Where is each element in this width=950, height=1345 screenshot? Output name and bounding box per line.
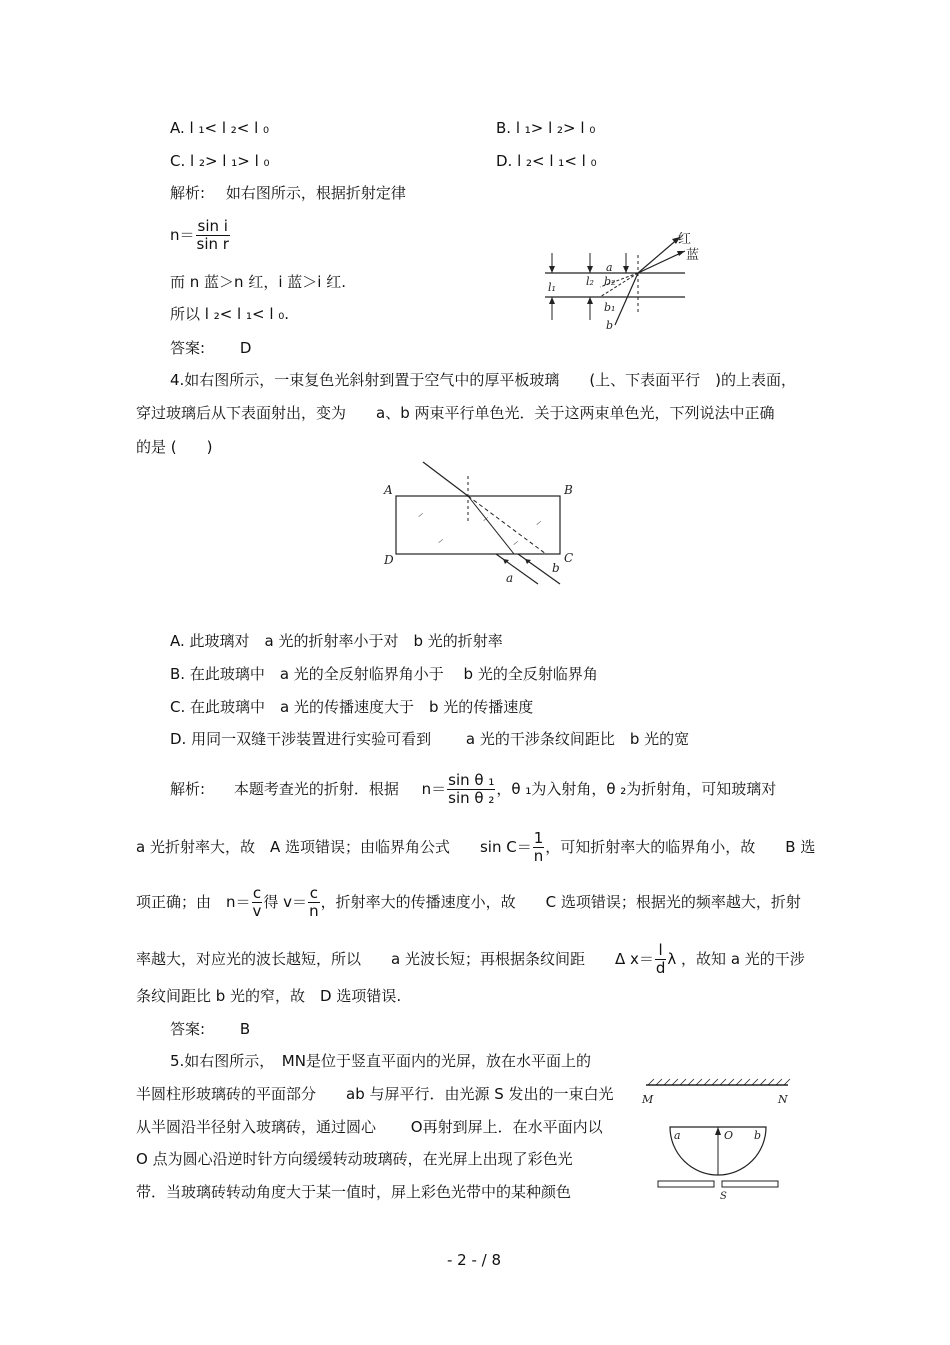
- q3-option-b: B. l ₁> l ₂> l ₀: [496, 119, 596, 137]
- q4-stem-line-1: 4.如右图所示，一束复色光斜射到置于空气中的厚平板玻璃 (上、下表面平行 )的上表面，: [170, 371, 797, 389]
- q3-label-a: a: [606, 261, 613, 274]
- q3-label-b1: b₁: [604, 301, 616, 314]
- q3-compare-line: 而 n 蓝＞n 红，i 蓝＞i 红.: [170, 273, 346, 291]
- q4-hatch-mark-icon: ⸝: [536, 516, 541, 527]
- q3-arrowhead-icon: [623, 266, 629, 273]
- q4-a2-den: n: [533, 847, 544, 865]
- q5-label-o: O: [724, 1129, 734, 1142]
- page-number: - 2 - / 8: [447, 1251, 502, 1269]
- q4-hatch-mark-icon: ⸝: [483, 512, 488, 523]
- q5-label-a: a: [674, 1129, 681, 1142]
- q4-a2-fraction: [533, 830, 545, 865]
- q4-a1-text: 本题考查光的折射．根据: [233, 780, 399, 798]
- q3-answer-value: D: [239, 339, 252, 357]
- q5-line-4: O 点为圆心沿逆时针方向缓缓转动玻璃砖，在光屏上出现了彩色光: [136, 1150, 573, 1168]
- q4-hatch-mark-icon: ⸝: [438, 534, 443, 545]
- q4-answer: [170, 1019, 250, 1039]
- q3-analysis-label: 解析:: [170, 184, 206, 202]
- q4-stem-line-2: 穿过玻璃后从下表面射出，变为 a、b 两束平行单色光．关于这两束单色光，下列说法中正确: [136, 404, 775, 422]
- q3-label-b: b: [606, 319, 614, 332]
- q5-slit-left: [658, 1181, 714, 1187]
- q3-label-red: 红: [678, 232, 692, 247]
- q4-a1-num: sin θ ₁: [448, 771, 495, 789]
- q4-corner-c: C: [564, 551, 574, 565]
- q5-label-s: S: [720, 1191, 727, 1200]
- q4-a4-den: d: [655, 959, 666, 977]
- q3-analysis-text: 如右图所示，根据折射定律: [225, 184, 406, 202]
- q3-frac-num: sin i: [197, 217, 228, 235]
- q4-incident-ray: [423, 462, 468, 496]
- q4-ray-a-inside: [468, 496, 514, 554]
- q4-a1-den: sin θ ₂: [448, 789, 495, 807]
- q4-hatch-mark-icon: ⸝: [418, 508, 423, 519]
- q5-slit-right: [722, 1181, 778, 1187]
- q3-arrowhead-icon: [587, 297, 593, 304]
- q4-a3-fraction-1: [252, 885, 263, 920]
- q5-label-b: b: [754, 1129, 762, 1142]
- q5-label-n: N: [778, 1093, 788, 1106]
- q3-snell-formula: [170, 218, 231, 253]
- q4-answer-value: B: [239, 1020, 251, 1038]
- q4-analysis-label: 解析:: [170, 780, 206, 798]
- q4-answer-label: 答案:: [170, 1020, 206, 1038]
- q4-a3-den1: v: [252, 902, 262, 920]
- q5-label-m: M: [642, 1093, 654, 1106]
- q4-analysis-line-4: [136, 942, 805, 977]
- q3-ray-red: [638, 237, 680, 273]
- q4-option-b: B. 在此玻璃中 a 光的全反射临界角小于 b 光的全反射临界角: [170, 665, 598, 683]
- q4-ray-a-label: a: [506, 571, 514, 585]
- q3-arrowhead-icon: [677, 251, 685, 256]
- q4-hatch-mark-icon: ⸝: [513, 536, 518, 547]
- q3-answer: [170, 338, 251, 358]
- q4-a2-num: 1: [533, 829, 544, 847]
- q4-exit-ray-a: [496, 554, 538, 584]
- q4-a3-den2: n: [309, 902, 319, 920]
- q4-analysis-line-2: [136, 830, 815, 865]
- q3-analysis: [170, 183, 406, 203]
- q4-a3-text: 项正确；由 n＝: [136, 893, 251, 911]
- q5-line-1: 5.如右图所示， MN是位于竖直平面内的光屏，放在水平面上的: [170, 1052, 591, 1070]
- q4-a1-n: n＝: [421, 780, 447, 798]
- q4-a4-rest: λ ，故知 a 光的干涉: [667, 950, 805, 968]
- q4-option-c: C. 在此玻璃中 a 光的传播速度大于 b 光的传播速度: [170, 698, 534, 716]
- q4-analysis-line-3: [136, 885, 801, 920]
- q4-corner-a: A: [384, 483, 393, 497]
- q5-semicircle-figure: [640, 1075, 800, 1200]
- q4-a4-num: l: [655, 942, 667, 960]
- q3-option-a: A. l ₁< l ₂< l ₀: [170, 119, 270, 137]
- q5-arrowhead-icon: [715, 1127, 721, 1135]
- q4-stem-line-3: 的是 ( ): [136, 438, 213, 456]
- q5-line-2: 半圆柱形玻璃砖的平面部分 ab 与屏平行．由光源 S 发出的一束白光: [136, 1085, 614, 1103]
- q4-a2-text: a 光折射率大，故 A 选项错误；由临界角公式 sin C＝: [136, 838, 532, 856]
- q3-option-d: D. l ₂< l ₁< l ₀: [496, 152, 597, 170]
- q4-a2-rest: ，可知折射率大的临界角小，故 B 选: [545, 838, 816, 856]
- q3-ray-b: [615, 273, 638, 325]
- q3-n-prefix: n＝: [170, 226, 195, 244]
- q3-refraction-figure: [540, 225, 720, 335]
- q4-a3-rest: ，折射率大的传播速度小，故 C 选项错误；根据光的频率越大，折射: [320, 893, 801, 911]
- q3-so-line: 所以 l ₂< l ₁< l ₀.: [170, 305, 290, 323]
- q5-line-5: 带．当玻璃砖转动角度大于某一值时，屏上彩色光带中的某种颜色: [136, 1183, 572, 1201]
- q4-a4-text: 率越大，对应光的波长越短，所以 a 光波长短；再根据条纹间距 Δ x＝: [136, 950, 654, 968]
- q3-option-c: C. l ₂> l ₁> l ₀: [170, 152, 270, 170]
- q3-arrowhead-icon: [549, 266, 555, 273]
- q4-analysis-line-5: 条纹间距比 b 光的窄，故 D 选项错误.: [136, 987, 402, 1005]
- q4-a1-rest: ，θ ₁为入射角，θ ₂为折射角，可知玻璃对: [496, 780, 777, 798]
- q4-a3-num2: c: [309, 884, 318, 902]
- q4-a3-fraction-2: [308, 885, 320, 920]
- q4-ray-b-label: b: [552, 561, 560, 575]
- q4-option-d: D. 用同一双缝干涉装置进行实验可看到 a 光的干涉条纹间距比 b 光的宽: [170, 730, 690, 748]
- q3-label-b2: b₂: [604, 275, 616, 288]
- q3-arrowhead-icon: [549, 297, 555, 304]
- q4-corner-d: D: [384, 553, 394, 567]
- q5-screen-hatching: [648, 1079, 790, 1085]
- q4-a3-mid: 得 v＝: [263, 893, 308, 911]
- q3-label-blue: 蓝: [686, 248, 700, 263]
- q4-option-a: A. 此玻璃对 a 光的折射率小于对 b 光的折射率: [170, 632, 503, 650]
- q3-arrowhead-icon: [587, 266, 593, 273]
- q4-a3-num1: c: [252, 884, 262, 902]
- q3-label-l2: l₂: [586, 275, 594, 288]
- q4-corner-b: B: [564, 483, 573, 497]
- q3-answer-label: 答案:: [170, 339, 206, 357]
- q5-line-3: 从半圆沿半径射入玻璃砖，通过圆心 O再射到屏上．在水平面内以: [136, 1118, 603, 1136]
- q4-analysis-line-1: [170, 772, 776, 807]
- q3-fraction: [196, 218, 230, 253]
- q3-frac-den: sin r: [196, 235, 229, 253]
- q3-label-l1: l₁: [548, 281, 556, 294]
- q4-glass-slab-figure: [378, 456, 578, 592]
- q4-a1-fraction: [447, 772, 495, 807]
- q4-a4-fraction: [655, 942, 667, 977]
- q3-ray-blue: [638, 251, 685, 273]
